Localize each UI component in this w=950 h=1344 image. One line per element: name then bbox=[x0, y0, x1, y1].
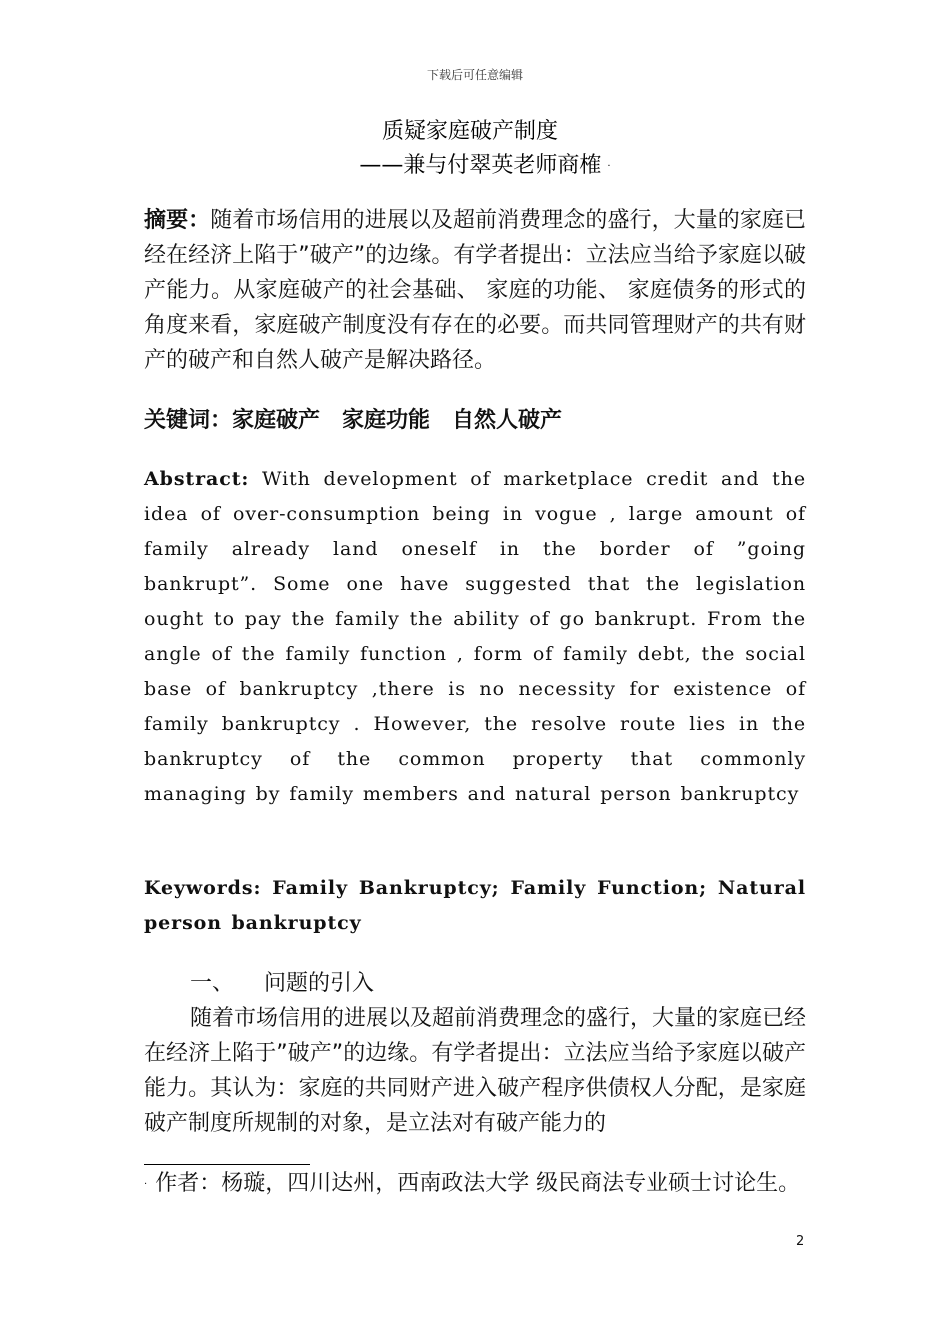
header-note: 下载后可任意编辑 bbox=[426, 68, 523, 82]
chinese-keyword: 家庭破产 bbox=[232, 408, 321, 433]
footnote bbox=[144, 1166, 806, 1202]
chinese-abstract bbox=[144, 203, 806, 378]
document-title: 质疑家庭破产制度 bbox=[381, 119, 558, 144]
english-abstract-paragraph bbox=[144, 462, 806, 812]
english-keywords bbox=[144, 871, 806, 941]
chinese-keywords-label: 关键词： bbox=[144, 408, 233, 433]
section-heading bbox=[190, 966, 374, 1001]
section-body bbox=[144, 1001, 806, 1141]
chinese-keywords bbox=[144, 403, 806, 438]
english-keywords-text: Family Bankruptcy; Family Function; Natural person bankruptcy bbox=[144, 877, 806, 934]
section-number: 一、 bbox=[190, 971, 235, 996]
document-subtitle bbox=[0, 148, 950, 179]
subtitle-text: ——兼与付翠英老师商榷 bbox=[359, 153, 602, 178]
title-footnote-mark: · bbox=[607, 160, 611, 172]
chinese-keyword: 自然人破产 bbox=[452, 408, 563, 433]
chinese-keyword: 家庭功能 bbox=[342, 408, 431, 433]
footnote-mark: · bbox=[144, 1178, 148, 1190]
english-abstract bbox=[144, 462, 806, 812]
page-number: 2 bbox=[796, 1234, 805, 1249]
english-keywords-label: Keywords: bbox=[144, 877, 262, 899]
chinese-abstract-label: 摘要： bbox=[144, 208, 211, 233]
chinese-abstract-paragraph bbox=[144, 203, 806, 378]
body-paragraph: 随着市场信用的进展以及超前消费理念的盛行，大量的家庭已经在经济上陷于”破产”的边缘。有学者提出：立法应当给予家庭以破产能力。其认为：家庭的共同财产进入破产程序供债权人分配，是家庭破产制度所规制的对象，是立法对有破产能力的 bbox=[144, 1006, 807, 1136]
footnote-divider bbox=[144, 1164, 310, 1165]
section-title: 问题的引入 bbox=[264, 971, 375, 996]
english-abstract-text: With development of marketplace credit and the idea of over-consumption being in vogue , large amount of family already land oneself in the border of ”going bankrupt”. Some one have suggested that the legislation ought to pay the family the ability of go bankrupt. From the angle of the family function , form of family debt, the social base of bankruptcy ,there is no necessity for existence of family bankruptcy . However, the resolve route lies in the bankruptcy of the common property that commonly managing by family members and natural person bankruptcy bbox=[144, 468, 806, 805]
english-abstract-label: Abstract: bbox=[144, 468, 250, 490]
english-keywords-paragraph bbox=[144, 871, 806, 941]
chinese-abstract-text: 随着市场信用的进展以及超前消费理念的盛行，大量的家庭已经在经济上陷于”破产”的边缘。有学者提出：立法应当给予家庭以破产能力。从家庭破产的社会基础、 家庭的功能、 家庭债务的形式的角度来看，家庭破产制度没有存在的必要。而共同管理财产的共有财产的破产和自然人破产是解决路径。 bbox=[144, 208, 806, 373]
footnote-text: 作者：杨璇，四川达州，西南政法大学 级民商法专业硕士讨论生。 bbox=[155, 1171, 801, 1196]
